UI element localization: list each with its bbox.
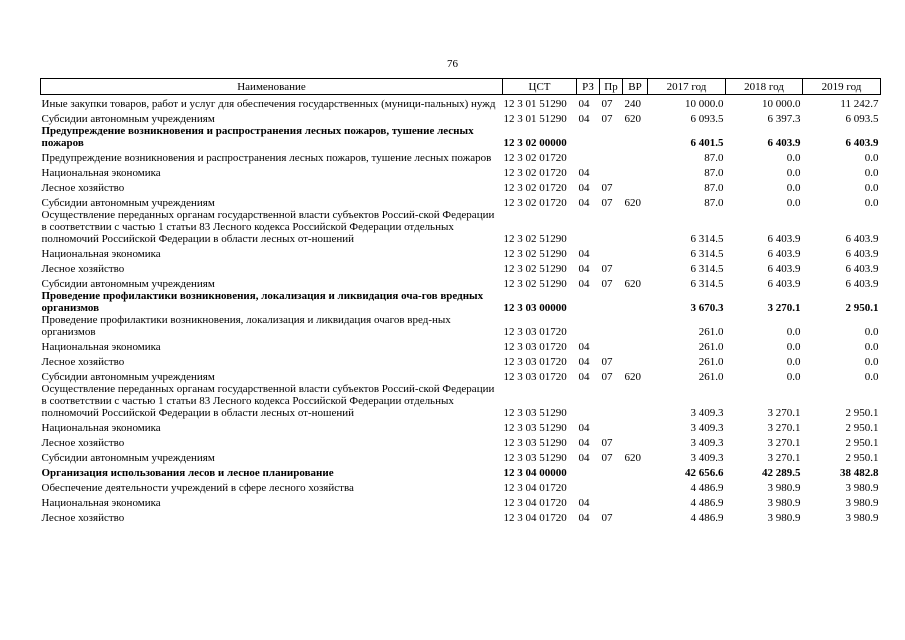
table-row [41, 209, 881, 245]
cell-rz: 04 [578, 355, 590, 368]
cell-rz: 04 [578, 97, 590, 110]
cell-2017: 6 314.5 [690, 232, 724, 245]
cell-cst: 12 3 02 00000 [503, 136, 567, 149]
cell-pr [600, 419, 623, 434]
cell-vr [623, 179, 648, 194]
cell-vr [623, 419, 648, 434]
cell-2019: 2 950.1 [845, 436, 879, 449]
cell-2018: 0.0 [786, 325, 801, 338]
cell-2019: 6 403.9 [845, 277, 879, 290]
cell-name: Субсидии автономным учреждениям [41, 277, 215, 290]
cell-name: Субсидии автономным учреждениям [41, 196, 215, 209]
table-row [41, 338, 881, 353]
cell-2017: 6 401.5 [690, 136, 724, 149]
cell-2018: 6 397.3 [767, 112, 801, 125]
cell-rz: 04 [578, 421, 590, 434]
cell-vr [623, 164, 648, 179]
cell-rz: 04 [578, 370, 590, 383]
cell-pr [600, 479, 623, 494]
cell-vr [623, 209, 648, 245]
cell-pr: 07 [601, 112, 613, 125]
cell-name: Осуществление переданных органам государственной власти субъектов Россий-ской Федерации в соответствии с частью 1 статьи 83 Лесного кодекса Российской Федерации отдельных полномочий Российской Федерации в области лесных от-ношений [41, 208, 495, 245]
cell-2017: 3 409.3 [690, 406, 724, 419]
cell-2018: 42 289.5 [762, 466, 801, 479]
cell-name: Субсидии автономным учреждениям [41, 451, 215, 464]
table-row [41, 260, 881, 275]
cell-vr [623, 464, 648, 479]
cell-rz: 04 [578, 277, 590, 290]
table-row [41, 368, 881, 383]
table-row [41, 449, 881, 464]
header-rz: РЗ [577, 79, 600, 95]
cell-2019: 6 403.9 [845, 262, 879, 275]
table-row [41, 149, 881, 164]
cell-vr [623, 314, 648, 338]
cell-cst: 12 3 04 00000 [503, 466, 567, 479]
cell-cst: 12 3 01 51290 [503, 112, 567, 125]
cell-rz [577, 479, 600, 494]
cell-name: Организация использования лесов и лесное планирование [41, 466, 334, 479]
cell-cst: 12 3 03 51290 [503, 421, 567, 434]
cell-2019: 0.0 [864, 340, 879, 353]
cell-rz: 04 [578, 196, 590, 209]
header-pr: Пр [600, 79, 623, 95]
header-vr: ВР [623, 79, 648, 95]
cell-2017: 6 314.5 [690, 277, 724, 290]
cell-rz [577, 464, 600, 479]
table-row [41, 464, 881, 479]
cell-rz: 04 [578, 340, 590, 353]
cell-2018: 0.0 [786, 181, 801, 194]
cell-pr [600, 314, 623, 338]
cell-2019: 0.0 [864, 325, 879, 338]
header-name: Наименование [41, 79, 503, 95]
cell-2018: 0.0 [786, 166, 801, 179]
cell-2017: 3 409.3 [690, 421, 724, 434]
cell-pr [600, 290, 623, 314]
cell-pr: 07 [601, 262, 613, 275]
cell-vr: 620 [624, 370, 641, 383]
cell-cst: 12 3 02 51290 [503, 277, 567, 290]
table-row [41, 164, 881, 179]
cell-2019: 0.0 [864, 196, 879, 209]
cell-name: Субсидии автономным учреждениям [41, 112, 215, 125]
cell-cst: 12 3 03 51290 [503, 451, 567, 464]
cell-pr: 07 [601, 97, 613, 110]
cell-2019: 38 482.8 [840, 466, 879, 479]
cell-2017: 261.0 [698, 355, 724, 368]
cell-2017: 261.0 [698, 325, 724, 338]
cell-rz: 04 [578, 181, 590, 194]
cell-cst: 12 3 03 51290 [503, 406, 567, 419]
cell-name: Иные закупки товаров, работ и услуг для обеспечения государственных (муници-пальных) нужд [41, 97, 496, 110]
header-2018: 2018 год [726, 79, 803, 95]
cell-pr: 07 [601, 370, 613, 383]
cell-2019: 6 403.9 [845, 136, 879, 149]
cell-pr: 07 [601, 277, 613, 290]
cell-pr: 07 [601, 196, 613, 209]
cell-pr [600, 125, 623, 149]
cell-2018: 3 270.1 [767, 451, 801, 464]
cell-2018: 3 270.1 [767, 421, 801, 434]
cell-2018: 0.0 [786, 370, 801, 383]
budget-table [40, 78, 881, 524]
cell-2017: 4 486.9 [690, 511, 724, 524]
cell-2017: 6 093.5 [690, 112, 724, 125]
cell-rz: 04 [578, 112, 590, 125]
cell-rz: 04 [578, 436, 590, 449]
table-row [41, 509, 881, 524]
cell-2018: 0.0 [786, 355, 801, 368]
cell-2017: 3 409.3 [690, 436, 724, 449]
cell-name: Проведение профилактики возникновения, локализация и ликвидация очагов вред-ных организмов [41, 313, 451, 338]
cell-2019: 2 950.1 [845, 421, 879, 434]
header-2019: 2019 год [803, 79, 881, 95]
cell-vr [623, 290, 648, 314]
cell-rz: 04 [578, 262, 590, 275]
cell-cst: 12 3 03 51290 [503, 436, 567, 449]
cell-2019: 3 980.9 [845, 511, 879, 524]
cell-rz [577, 209, 600, 245]
cell-2018: 6 403.9 [767, 277, 801, 290]
cell-name: Национальная экономика [41, 340, 161, 353]
cell-pr [600, 164, 623, 179]
cell-pr: 07 [601, 181, 613, 194]
cell-rz [577, 383, 600, 419]
cell-name: Проведение профилактики возникновения, локализация и ликвидация оча-гов вредных организмов [41, 289, 484, 314]
cell-rz: 04 [578, 496, 590, 509]
cell-pr: 07 [601, 355, 613, 368]
cell-pr: 07 [601, 436, 613, 449]
cell-2017: 261.0 [698, 340, 724, 353]
cell-vr [623, 260, 648, 275]
cell-name: Субсидии автономным учреждениям [41, 370, 215, 383]
table-row [41, 110, 881, 125]
cell-vr [623, 494, 648, 509]
table-row [41, 383, 881, 419]
cell-name: Лесное хозяйство [41, 181, 125, 194]
cell-vr [623, 479, 648, 494]
cell-2017: 6 314.5 [690, 247, 724, 260]
cell-2018: 6 403.9 [767, 136, 801, 149]
table-row [41, 275, 881, 290]
cell-2018: 3 270.1 [767, 436, 801, 449]
cell-2018: 0.0 [786, 340, 801, 353]
table-row [41, 353, 881, 368]
cell-2018: 0.0 [786, 196, 801, 209]
cell-2019: 3 980.9 [845, 496, 879, 509]
cell-name: Обеспечение деятельности учреждений в сфере лесного хозяйства [41, 481, 354, 494]
cell-2018: 3 980.9 [767, 511, 801, 524]
cell-2019: 11 242.7 [840, 97, 879, 110]
table-row [41, 179, 881, 194]
cell-2019: 6 403.9 [845, 247, 879, 260]
cell-2018: 3 980.9 [767, 481, 801, 494]
cell-2019: 0.0 [864, 151, 879, 164]
cell-name: Национальная экономика [41, 166, 161, 179]
cell-name: Национальная экономика [41, 496, 161, 509]
cell-cst: 12 3 03 01720 [503, 370, 567, 383]
cell-2019: 0.0 [864, 166, 879, 179]
cell-rz: 04 [578, 511, 590, 524]
cell-pr: 07 [601, 511, 613, 524]
table-row [41, 290, 881, 314]
cell-2017: 87.0 [704, 196, 724, 209]
cell-cst: 12 3 03 01720 [503, 325, 567, 338]
cell-name: Осуществление переданных органам государственной власти субъектов Россий-ской Федерации в соответствии с частью 1 статьи 83 Лесного кодекса Российской Федерации отдельных полномочий Российской Федерации в области лесных от-ношений [41, 382, 495, 419]
cell-2017: 261.0 [698, 370, 724, 383]
table-row [41, 479, 881, 494]
cell-2019: 6 403.9 [845, 232, 879, 245]
cell-rz: 04 [578, 247, 590, 260]
cell-name: Лесное хозяйство [41, 511, 125, 524]
header-2017: 2017 год [648, 79, 726, 95]
table-row [41, 314, 881, 338]
cell-vr [623, 149, 648, 164]
cell-rz [577, 125, 600, 149]
cell-cst: 12 3 03 01720 [503, 340, 567, 353]
cell-rz [577, 314, 600, 338]
cell-rz [577, 290, 600, 314]
cell-2017: 87.0 [704, 151, 724, 164]
cell-cst: 12 3 04 01720 [503, 481, 567, 494]
cell-name: Лесное хозяйство [41, 355, 125, 368]
cell-2019: 2 950.1 [845, 406, 879, 419]
cell-2018: 6 403.9 [767, 247, 801, 260]
cell-name: Предупреждение возникновения и распространения лесных пожаров, тушение лесных пожаров [41, 124, 474, 149]
cell-vr [623, 434, 648, 449]
cell-2017: 4 486.9 [690, 496, 724, 509]
cell-name: Лесное хозяйство [41, 262, 125, 275]
cell-2017: 10 000.0 [685, 97, 724, 110]
cell-vr: 620 [624, 451, 641, 464]
cell-pr: 07 [601, 451, 613, 464]
cell-2017: 6 314.5 [690, 262, 724, 275]
table-row [41, 125, 881, 149]
table-row [41, 494, 881, 509]
cell-2018: 6 403.9 [767, 232, 801, 245]
header-cst: ЦСТ [503, 79, 577, 95]
cell-2018: 3 270.1 [767, 406, 801, 419]
cell-vr: 620 [624, 196, 641, 209]
cell-2018: 3 270.1 [767, 301, 801, 314]
cell-2019: 3 980.9 [845, 481, 879, 494]
cell-2017: 3 409.3 [690, 451, 724, 464]
cell-2019: 0.0 [864, 355, 879, 368]
cell-vr [623, 338, 648, 353]
cell-2017: 3 670.3 [690, 301, 724, 314]
cell-vr [623, 509, 648, 524]
cell-rz: 04 [578, 166, 590, 179]
cell-name: Национальная экономика [41, 421, 161, 434]
cell-2019: 2 950.1 [845, 451, 879, 464]
cell-vr [623, 245, 648, 260]
cell-2019: 0.0 [864, 370, 879, 383]
cell-2018: 3 980.9 [767, 496, 801, 509]
table-row [41, 245, 881, 260]
cell-2018: 0.0 [786, 151, 801, 164]
cell-pr [600, 494, 623, 509]
cell-vr [623, 383, 648, 419]
cell-2017: 87.0 [704, 166, 724, 179]
cell-2019: 6 093.5 [845, 112, 879, 125]
cell-rz [577, 149, 600, 164]
cell-2018: 10 000.0 [762, 97, 801, 110]
table-row [41, 434, 881, 449]
cell-cst: 12 3 02 01720 [503, 181, 567, 194]
cell-pr [600, 383, 623, 419]
cell-2017: 42 656.6 [685, 466, 724, 479]
page-number: 76 [447, 58, 458, 70]
cell-cst: 12 3 03 01720 [503, 355, 567, 368]
table-body [41, 95, 881, 524]
cell-pr [600, 149, 623, 164]
cell-cst: 12 3 02 51290 [503, 247, 567, 260]
cell-cst: 12 3 04 01720 [503, 511, 567, 524]
cell-rz: 04 [578, 451, 590, 464]
table-row [41, 95, 881, 110]
cell-pr [600, 338, 623, 353]
cell-cst: 12 3 02 01720 [503, 196, 567, 209]
cell-pr [600, 464, 623, 479]
cell-vr: 620 [624, 112, 641, 125]
cell-2018: 6 403.9 [767, 262, 801, 275]
cell-name: Предупреждение возникновения и распространения лесных пожаров, тушение лесных пожаров [41, 151, 492, 164]
cell-vr: 620 [624, 277, 641, 290]
cell-name: Лесное хозяйство [41, 436, 125, 449]
cell-cst: 12 3 02 51290 [503, 232, 567, 245]
table-header-row [41, 79, 881, 95]
cell-vr [623, 353, 648, 368]
cell-pr [600, 209, 623, 245]
cell-cst: 12 3 01 51290 [503, 97, 567, 110]
cell-cst: 12 3 03 00000 [503, 301, 567, 314]
cell-2019: 0.0 [864, 181, 879, 194]
cell-cst: 12 3 02 51290 [503, 262, 567, 275]
table-row [41, 194, 881, 209]
cell-cst: 12 3 04 01720 [503, 496, 567, 509]
cell-cst: 12 3 02 01720 [503, 151, 567, 164]
cell-vr [623, 125, 648, 149]
table-row [41, 419, 881, 434]
cell-2019: 2 950.1 [845, 301, 879, 314]
cell-cst: 12 3 02 01720 [503, 166, 567, 179]
cell-vr: 240 [624, 97, 641, 110]
cell-2017: 87.0 [704, 181, 724, 194]
cell-2017: 4 486.9 [690, 481, 724, 494]
cell-name: Национальная экономика [41, 247, 161, 260]
cell-pr [600, 245, 623, 260]
